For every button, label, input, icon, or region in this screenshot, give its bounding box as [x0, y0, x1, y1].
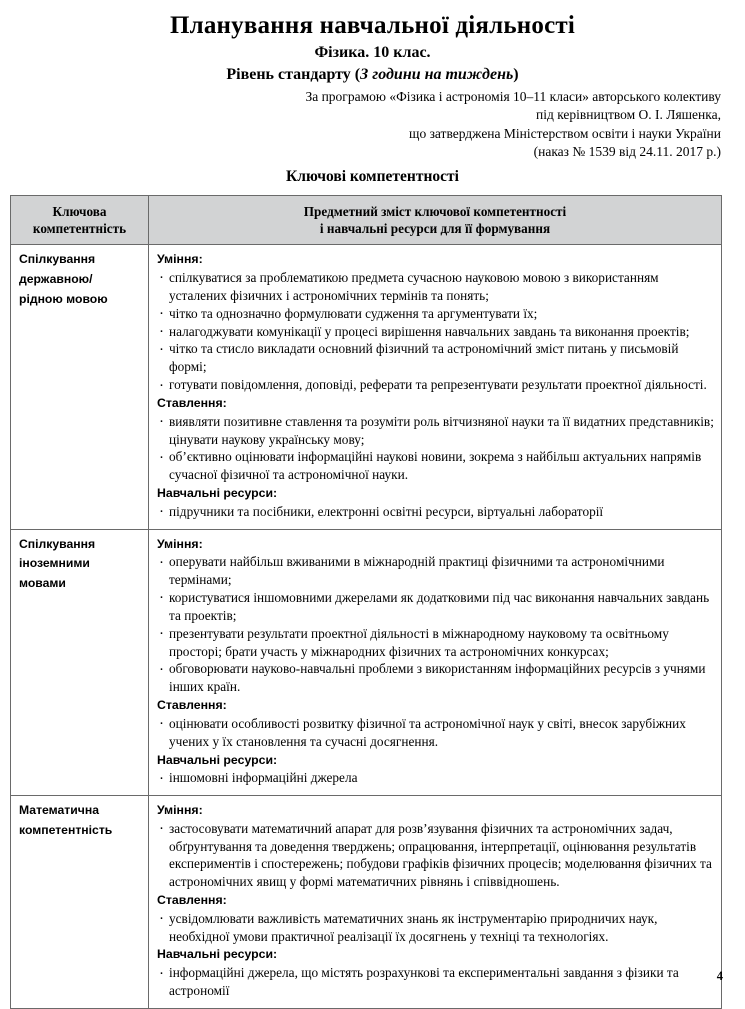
- competency-name-line: мовами: [19, 576, 66, 591]
- list-item: · виявляти позитивне ставлення та розуміти роль вітчизняної науки та її видатних представників; цінувати наукову українську мову;: [158, 413, 715, 449]
- competency-name-cell: [11, 245, 149, 529]
- content-group-title: Уміння:: [157, 803, 203, 818]
- competency-content-cell: [149, 796, 722, 1009]
- level-line: [22, 65, 723, 85]
- table-body: [11, 245, 722, 1008]
- table-row: [11, 529, 722, 795]
- list-item: · інформаційні джерела, що містять розрахункові та експериментальні завдання з фізики та астрономії: [158, 964, 715, 1000]
- program-credit-line: (наказ № 1539 від 24.11. 2017 р.): [533, 144, 721, 160]
- content-group-title: Навчальні ресурси:: [157, 752, 278, 767]
- list-item: · чітко та однозначно формулювати судження та аргументувати їх;: [158, 305, 715, 323]
- level-suffix: ): [513, 66, 519, 83]
- page-number: 4: [716, 969, 723, 983]
- competency-name-line: рідною мовою: [19, 291, 108, 306]
- table-row: [11, 796, 722, 1009]
- competency-name-cell: [11, 796, 149, 1009]
- level-italic: З години на тиждень: [360, 66, 514, 83]
- key-competencies-table: [10, 195, 722, 1009]
- subject-line: Фізика. 10 клас.: [314, 44, 431, 61]
- content-group-title: Навчальні ресурси:: [157, 947, 278, 962]
- content-group-list: [157, 769, 715, 787]
- content-group-list: [157, 964, 715, 1000]
- level-prefix: Рівень стандарту (: [226, 66, 361, 83]
- program-credit-line: що затверджена Міністерством освіти і науки України: [409, 125, 721, 141]
- content-group-title: Ставлення:: [157, 396, 227, 411]
- list-item: · спілкуватися за проблематикою предмета сучасною науковою мовою з використанням усталених фізичних і астрономічних термінів та понять;: [158, 269, 715, 305]
- list-item: · підручники та посібники, електронні освітні ресурси, віртуальні лабораторії: [158, 503, 715, 521]
- table-row: [11, 245, 722, 529]
- list-item: · усвідомлювати важливість математичних знань як інструментарію природничих наук, необхідної умови практичної реалізації їх досягнень у техніці та технологіях.: [158, 910, 715, 946]
- column-header-competency: [11, 196, 149, 245]
- competency-content-cell: [149, 529, 722, 795]
- list-item: · об’єктивно оцінювати інформаційні наукові новини, зокрема з найбільш актуальних напрямів сучасної фізичної та астрономічної науки.: [158, 448, 715, 484]
- competency-name-line: державною/: [19, 272, 93, 287]
- competency-name-line: іноземними: [19, 556, 90, 571]
- content-group-title: Уміння:: [157, 536, 203, 551]
- content-group-title: Ставлення:: [157, 893, 227, 908]
- list-item: · користуватися іншомовними джерелами як додатковими під час виконання навчальних завдань та проектів;: [158, 589, 715, 625]
- list-item: · налагоджувати комунікації у процесі вирішення навчальних завдань та виконання проектів;: [158, 323, 715, 341]
- column-header-competency-line2: компетентність: [32, 221, 127, 237]
- column-header-content: [149, 196, 722, 245]
- content-group-list: [157, 553, 715, 696]
- list-item: · іншомовні інформаційні джерела: [158, 769, 715, 787]
- column-header-content-line1: Предметний зміст ключової компетентності: [303, 204, 567, 220]
- list-item: · готувати повідомлення, доповіді, реферати та репрезентувати результати проектної діяльності.: [158, 376, 715, 394]
- column-header-content-line2: і навчальні ресурси для її формування: [319, 221, 551, 237]
- section-heading: Ключові компетентності: [286, 168, 459, 186]
- content-group-list: [157, 413, 715, 485]
- content-group-title: Уміння:: [157, 252, 203, 267]
- program-credit-line: під керівництвом О. І. Ляшенка,: [535, 107, 721, 123]
- competency-name-cell: [11, 529, 149, 795]
- competency-content-cell: [149, 245, 722, 529]
- list-item: · чітко та стисло викладати основний фізичний та астрономічний зміст питань у письмовій формі;: [158, 340, 715, 376]
- content-group-list: [157, 269, 715, 394]
- content-group-title: Навчальні ресурси:: [157, 486, 278, 501]
- competency-name-line: Спілкування: [19, 536, 96, 551]
- page-title: Планування навчальної діяльності: [169, 12, 576, 39]
- table-head: [11, 196, 722, 245]
- column-header-competency-line1: Ключова: [52, 204, 107, 220]
- competency-name-line: компетентність: [19, 822, 113, 837]
- content-group-list: [157, 910, 715, 946]
- list-item: · застосовувати математичний апарат для розв’язування фізичних та астрономічних задач, обґрунтування та доведення тверджень; опрацювання, інтерпретації, оцінювання результатів експериментів і спостережень; побудови графіків фізичних процесів; моделювання фізичних та астрономічних явищ у формі математичних рівнянь і співвідношень.: [158, 820, 715, 892]
- list-item: · оцінювати особливості розвитку фізичної та астрономічної наук у світі, внесок зарубіжних учених у їх становлення та сучасні досягнення.: [158, 715, 715, 751]
- competency-name-line: Спілкування: [19, 252, 96, 267]
- program-credits: [22, 88, 723, 161]
- content-group-list: [157, 503, 715, 521]
- document-header: [0, 0, 745, 187]
- list-item: · обговорювати науково-навчальні проблеми з використанням інформаційних ресурсів з учнями інших країн.: [158, 660, 715, 696]
- competency-name-line: Математична: [19, 803, 99, 818]
- content-group-list: [157, 820, 715, 892]
- program-credit-line: За програмою «Фізика і астрономія 10–11 класи» авторського колективу: [305, 89, 721, 104]
- list-item: · оперувати найбільш вживаними в міжнародній практиці фізичними та астрономічними термінами;: [158, 553, 715, 589]
- content-group-list: [157, 715, 715, 751]
- table-header-row: [11, 196, 722, 245]
- list-item: · презентувати результати проектної діяльності в міжнародному науковому та освітньому просторі; брати участь у міжнародних фізичних та астрономічних конкурсах;: [158, 625, 715, 661]
- content-group-title: Ставлення:: [157, 698, 227, 713]
